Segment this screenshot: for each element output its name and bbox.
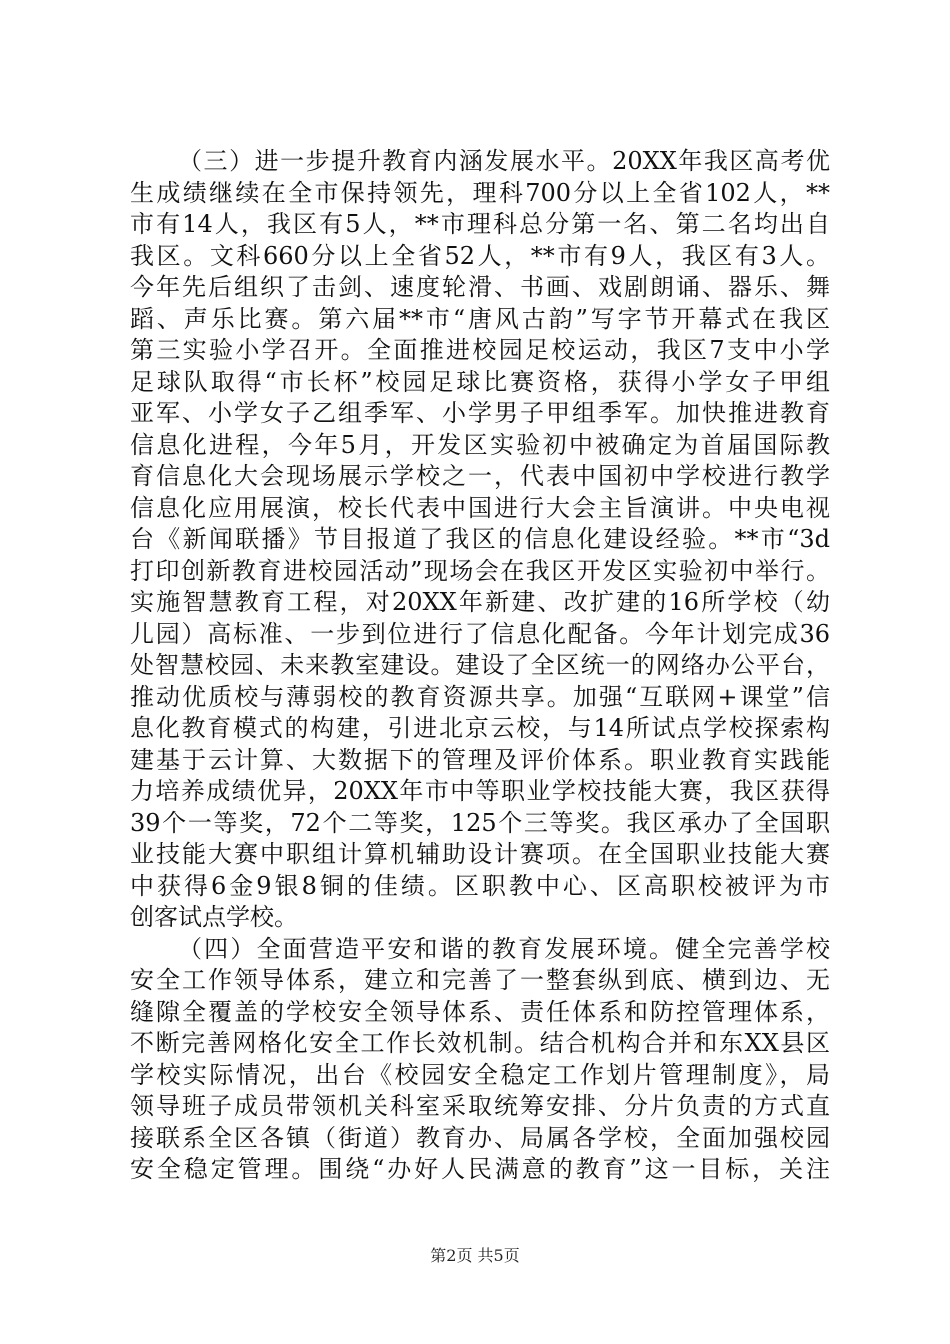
text-line: 市有14人，我区有5人，**市理科总分第一名、第二名均出自 [130, 210, 830, 238]
text-line: 足球队取得“市长杯”校园足球比赛资格，获得小学女子甲组 [130, 367, 830, 396]
text-line: 处智慧校园、未来教室建设。建设了全区统一的网络办公平台， [130, 651, 830, 679]
text-line: 生成绩继续在全市保持领先，理科700分以上全省102人，** [130, 178, 830, 207]
text-line: 领导班子成员带领机关科室采取统筹安排、分片负责的方式直 [130, 1092, 830, 1120]
text-line: 第三实验小学召开。全面推进校园足校运动，我区7支中小学 [130, 336, 830, 364]
text-line: 今年先后组织了击剑、速度轮滑、书画、戏剧朗诵、器乐、舞 [130, 273, 830, 301]
text-line: 推动优质校与薄弱校的教育资源共享。加强“互联网+课堂”信 [130, 682, 830, 711]
text-line: 创客试点学校。 [130, 903, 298, 931]
text-line: 不断完善网格化安全工作长效机制。结合机构合并和东XX县区 [130, 1029, 830, 1057]
text-line: 打印创新教育进校园活动”现场会在我区开发区实验初中举行。 [130, 556, 830, 585]
text-line: 接联系全区各镇（街道）教育办、局属各学校，全面加强校园 [130, 1123, 830, 1152]
text-line: 育信息化大会现场展示学校之一，代表中国初中学校进行教学 [130, 462, 830, 490]
text-line: 缝隙全覆盖的学校安全领导体系、责任体系和防控管理体系， [130, 997, 830, 1026]
text-line: 我区。文科660分以上全省52人，**市有9人，我区有3人。 [130, 241, 830, 270]
paragraph-section-four [130, 934, 830, 1186]
text-line: 力培养成绩优异，20XX年市中等职业学校技能大赛，我区获得 [130, 777, 830, 805]
text-line: 建基于云计算、大数据下的管理及评价体系。职业教育实践能 [130, 745, 830, 774]
text-line: 中获得6金9银8铜的佳绩。区职教中心、区高职校被评为市 [130, 871, 830, 900]
text-line: 息化教育模式的构建，引进北京云校，与14所试点学校探索构 [130, 714, 830, 742]
text-line: （四）全面营造平安和谐的教育发展环境。健全完善学校 [178, 934, 830, 963]
text-line: 学校实际情况，出台《校园安全稳定工作划片管理制度》，局 [130, 1060, 830, 1089]
paragraph-section-three [130, 146, 830, 934]
text-line: 实施智慧教育工程，对20XX年新建、改扩建的16所学校（幼 [130, 588, 830, 616]
text-line: 安全稳定管理。围绕“办好人民满意的教育”这一目标，关注 [130, 1155, 830, 1183]
text-line: 儿园）高标准、一步到位进行了信息化配备。今年计划完成36 [130, 619, 830, 648]
text-line: 39个一等奖，72个二等奖，125个三等奖。我区承办了全国职 [130, 808, 830, 837]
text-line: 信息化应用展演，校长代表中国进行大会主旨演讲。中央电视 [130, 493, 830, 522]
text-line: 蹈、声乐比赛。第六届**市“唐风古韵”写字节开幕式在我区 [130, 304, 830, 333]
text-line: 信息化进程，今年5月，开发区实验初中被确定为首届国际教 [130, 430, 830, 459]
body-text [130, 146, 830, 1186]
text-line: 业技能大赛中职组计算机辅助设计赛项。在全国职业技能大赛 [130, 840, 830, 868]
text-line: 安全工作领导体系，建立和完善了一整套纵到底、横到边、无 [130, 966, 830, 994]
text-line: 台《新闻联播》节目报道了我区的信息化建设经验。**市“3d [130, 525, 830, 553]
page-number-footer: 第2页 共5页 [430, 1246, 520, 1265]
text-line: 亚军、小学女子乙组季军、小学男子甲组季军。加快推进教育 [130, 399, 830, 427]
text-line: （三）进一步提升教育内涵发展水平。20XX年我区高考优 [178, 147, 830, 175]
